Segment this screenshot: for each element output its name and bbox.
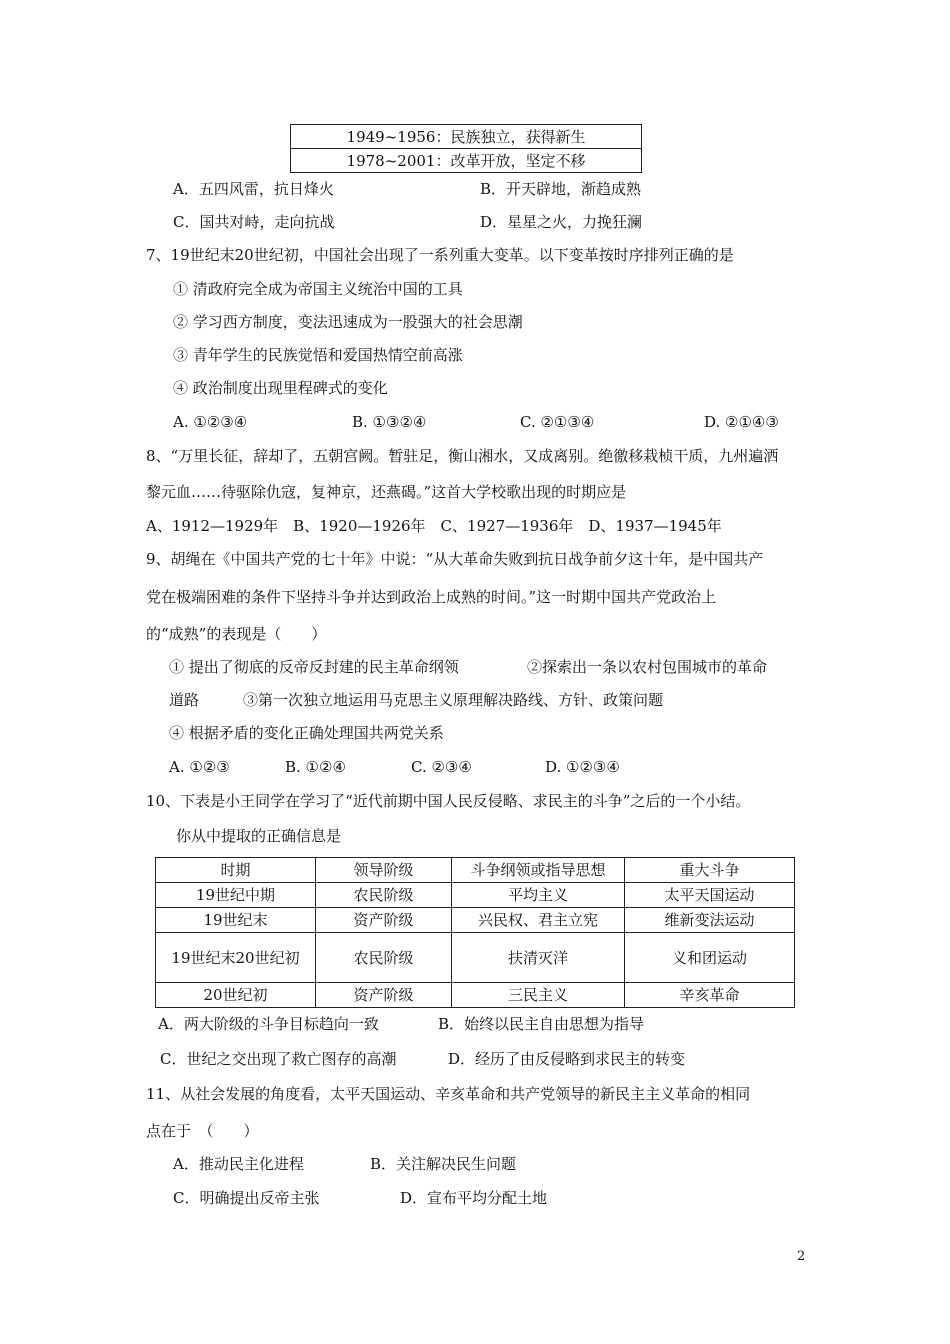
q9-option-c: C. ②③④: [411, 758, 472, 776]
q11-option-b: B．关注解决民生问题: [370, 1155, 517, 1173]
era-row: 1978~2001：改革开放，坚定不移: [291, 149, 642, 173]
table-cell: 平均主义: [452, 883, 625, 908]
q9-item-2-cont: 道路: [169, 691, 200, 709]
page-number: 2: [797, 1249, 806, 1264]
q9-item-4: ④ 根据矛盾的变化正确处理国共两党关系: [169, 724, 444, 742]
q11-option-a: A．推动民主化进程: [173, 1155, 304, 1173]
q6-option-a: A．五四风雷，抗日烽火: [173, 180, 334, 198]
q8-options: A、1912—1929年 B、1920—1926年 C、1927—1936年 D、1937—1945年: [146, 517, 722, 535]
table-cell: 资产阶级: [316, 908, 452, 933]
table-header-row: [156, 858, 795, 883]
table-cell: 19世纪末20世纪初: [156, 933, 316, 983]
q6-option-b: B．开天辟地，渐趋成熟: [480, 180, 642, 198]
q7-option-a: A. ①②③④: [173, 413, 248, 431]
table-cell: 三民主义: [452, 983, 625, 1008]
table-cell: 扶清灭洋: [452, 933, 625, 983]
q7-option-b: B. ①③②④: [352, 413, 427, 431]
q10-option-d: D．经历了由反侵略到求民主的转变: [448, 1050, 686, 1068]
q8-line-2: 黎元血……待驱除仇寇，复神京，还燕碣。”这首大学校歌出现的时期应是: [146, 483, 627, 501]
q9-option-a: A. ①②③: [169, 758, 230, 776]
q7-option-c: C. ②①③④: [520, 413, 595, 431]
table-cell: 农民阶级: [316, 933, 452, 983]
q11-option-d: D．宣布平均分配土地: [400, 1189, 548, 1207]
table-cell: 辛亥革命: [625, 983, 795, 1008]
era-row: 1949~1956：民族独立，获得新生: [291, 125, 642, 149]
table-cell: 农民阶级: [316, 883, 452, 908]
q9-line-2: 党在极端困难的条件下坚持斗争并达到政治上成熟的时间。”这一时期中国共产党政治上: [146, 588, 717, 606]
q10-option-a: A．两大阶级的斗争目标趋向一致: [158, 1015, 379, 1033]
q9-item-3: ③第一次独立地运用马克思主义原理解决路线、方针、政策问题: [243, 691, 664, 709]
table-header: 领导阶级: [316, 858, 452, 883]
q7-item-1: ① 清政府完全成为帝国主义统治中国的工具: [173, 280, 463, 298]
q9-line-1: 9、胡绳在《中国共产党的七十年》中说：“从大革命失败到抗日战争前夕这十年，是中国共产: [146, 550, 764, 568]
table-row: [156, 983, 795, 1008]
q10-line-1: 10、下表是小王同学在学习了“近代前期中国人民反侵略、求民主的斗争”之后的一个小结。: [146, 792, 751, 810]
q11-line-1: 11、从社会发展的角度看，太平天国运动、辛亥革命和共产党领导的新民主主义革命的相同: [146, 1085, 751, 1103]
table-row: [156, 908, 795, 933]
table-cell: 义和团运动: [625, 933, 795, 983]
table-header: 重大斗争: [625, 858, 795, 883]
q7-stem: 7、19世纪末20世纪初，中国社会出现了一系列重大变革。以下变革按时序排列正确的是: [146, 246, 734, 264]
q10-option-c: C．世纪之交出现了救亡图存的高潮: [160, 1050, 397, 1068]
table-header: 时期: [156, 858, 316, 883]
table-cell: 兴民权、君主立宪: [452, 908, 625, 933]
q11-line-2: 点在于 （ ）: [146, 1122, 259, 1140]
table-row: [156, 883, 795, 908]
q9-option-b: B. ①②④: [285, 758, 346, 776]
era-table: [290, 124, 642, 173]
q9-line-3: 的“成熟”的表现是（ ）: [146, 625, 327, 643]
table-cell: 太平天国运动: [625, 883, 795, 908]
table-cell: 19世纪中期: [156, 883, 316, 908]
q7-item-3: ③ 青年学生的民族觉悟和爱国热情空前高涨: [173, 346, 463, 364]
summary-table: [155, 857, 795, 1008]
table-cell: 维新变法运动: [625, 908, 795, 933]
q6-option-d: D．星星之火，力挽狂澜: [480, 213, 643, 231]
table-cell: 资产阶级: [316, 983, 452, 1008]
table-cell: 19世纪末: [156, 908, 316, 933]
q10-line-2: 你从中提取的正确信息是: [176, 827, 342, 845]
q10-option-b: B．始终以民主自由思想为指导: [438, 1015, 645, 1033]
q7-item-2: ② 学习西方制度，变法迅速成为一股强大的社会思潮: [173, 313, 523, 331]
q9-option-d: D. ①②③④: [545, 758, 620, 776]
q7-option-d: D. ②①④③: [704, 413, 779, 431]
q7-item-4: ④ 政治制度出现里程碑式的变化: [173, 379, 388, 397]
q9-item-1: ① 提出了彻底的反帝反封建的民主革命纲领: [169, 658, 459, 676]
q9-item-2: ②探索出一条以农村包围城市的革命: [527, 658, 768, 676]
q8-line-1: 8、“万里长征，辞却了，五朝宫阙。暂驻足，衡山湘水，又成离别。绝徼移栽桢干质，九州遍洒: [146, 447, 779, 465]
table-cell: 20世纪初: [156, 983, 316, 1008]
table-row: [156, 933, 795, 983]
q11-option-c: C．明确提出反帝主张: [173, 1189, 320, 1207]
table-header: 斗争纲领或指导思想: [452, 858, 625, 883]
q6-option-c: C．国共对峙，走向抗战: [173, 213, 335, 231]
